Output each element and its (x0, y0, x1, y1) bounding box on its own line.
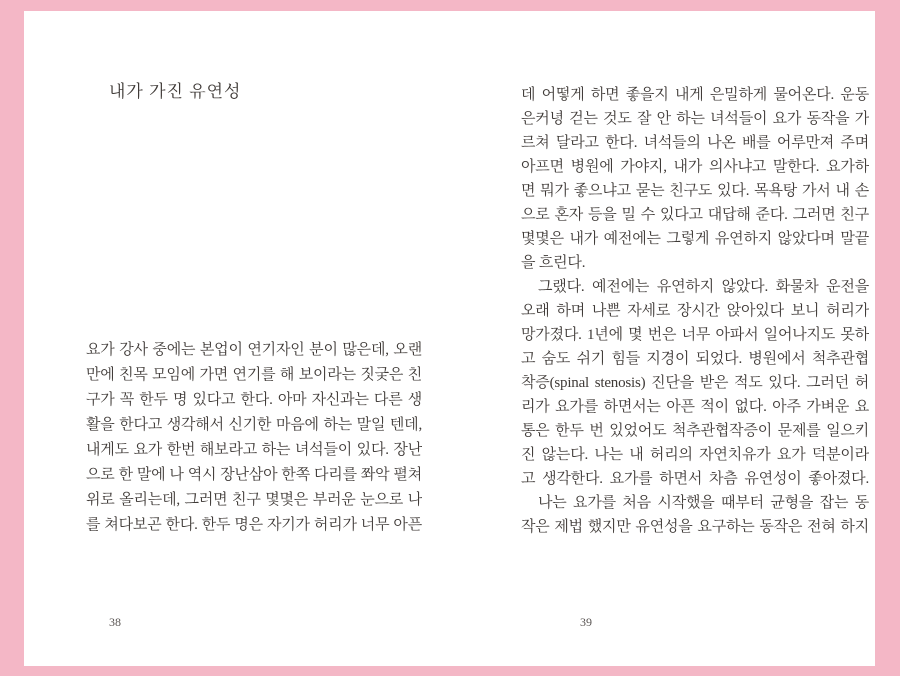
chapter-title: 내가 가진 유연성 (109, 82, 242, 101)
page-number-right: 39 (580, 615, 592, 629)
text-line: 고 생각한다. 요가를 하면서 차츰 유연성이 좋아졌다. (521, 471, 869, 487)
text-line: 나는 요가를 처음 시작했을 때부터 균형을 잡는 동 (538, 495, 869, 511)
text-line: 리가 요가를 하면서는 아픈 적이 없다. 아주 가벼운 요 (521, 399, 869, 415)
text-line: 망가졌다. 1년에 몇 번은 너무 아파서 일어나지도 못하 (521, 327, 869, 343)
right-page-body (521, 83, 869, 539)
text-line: 구가 꼭 한두 명 있다고 한다. 아마 자신과는 다른 생 (86, 392, 422, 408)
text-line: 고 숨도 쉬기 힘들 지경이 되었다. 병원에서 척추관협 (521, 351, 869, 367)
text-line: 르쳐 달라고 한다. 녀석들의 나온 배를 어루만져 주며 (521, 135, 869, 151)
text-line: 위로 올리는데, 그러면 친구 몇몇은 부러운 눈으로 나 (86, 492, 422, 508)
text-line: 면 뭐가 좋으냐고 묻는 친구도 있다. 목욕탕 가서 내 손 (521, 183, 869, 199)
text-line: 데 어떻게 하면 좋을지 내게 은밀하게 물어온다. 운동 (521, 87, 869, 103)
text-line: 활을 한다고 생각해서 신기한 마음에 하는 말일 텐데, (86, 417, 422, 433)
text-line: 통은 한두 번 있었어도 척추관협작증이 문제를 일으키 (521, 423, 869, 439)
text-line: 몇몇은 내가 예전에는 그렇게 유연하지 않았다며 말끝 (521, 231, 869, 247)
text-line: 으로 한 말에 나 역시 장난삼아 한쪽 다리를 쫘악 펼쳐 (86, 467, 422, 483)
text-line: 으로 혼자 등을 밀 수 있다고 대답해 준다. 그러면 친구 (521, 207, 869, 223)
text-line: 은커녕 걷는 것도 잘 안 하는 녀석들이 요가 동작을 가 (521, 111, 869, 127)
text-line: 을 흐린다. (521, 255, 586, 271)
text-line: 만에 친목 모임에 가면 연기를 해 보이라는 짓궂은 친 (86, 367, 422, 383)
text-line: 오래 하며 나쁜 자세로 장시간 앉아있다 보니 허리가 (521, 303, 869, 319)
text-line: 아프면 병원에 가야지, 내가 의사냐고 말한다. 요가하 (521, 159, 869, 175)
text-line: 를 쳐다보곤 한다. 한두 명은 자기가 허리가 너무 아픈 (86, 517, 422, 533)
text-line: 작은 제법 했지만 유연성을 요구하는 동작은 전혀 하지 (521, 519, 869, 535)
text-line: 요가 강사 중에는 본업이 연기자인 분이 많은데, 오랜 (86, 342, 422, 358)
page-number-left: 38 (109, 615, 121, 629)
text-line: 그랬다. 예전에는 유연하지 않았다. 화물차 운전을 (538, 279, 869, 295)
text-line: 착증(spinal stenosis) 진단을 받은 적도 있다. 그러던 허 (521, 375, 869, 391)
text-line: 진 않는다. 나는 내 허리의 자연치유가 요가 덕분이라 (521, 447, 869, 463)
left-page-body (86, 338, 422, 538)
open-book-pages (24, 11, 875, 666)
text-line: 내게도 요가 한번 해보라고 하는 녀석들이 있다. 장난 (86, 442, 422, 458)
